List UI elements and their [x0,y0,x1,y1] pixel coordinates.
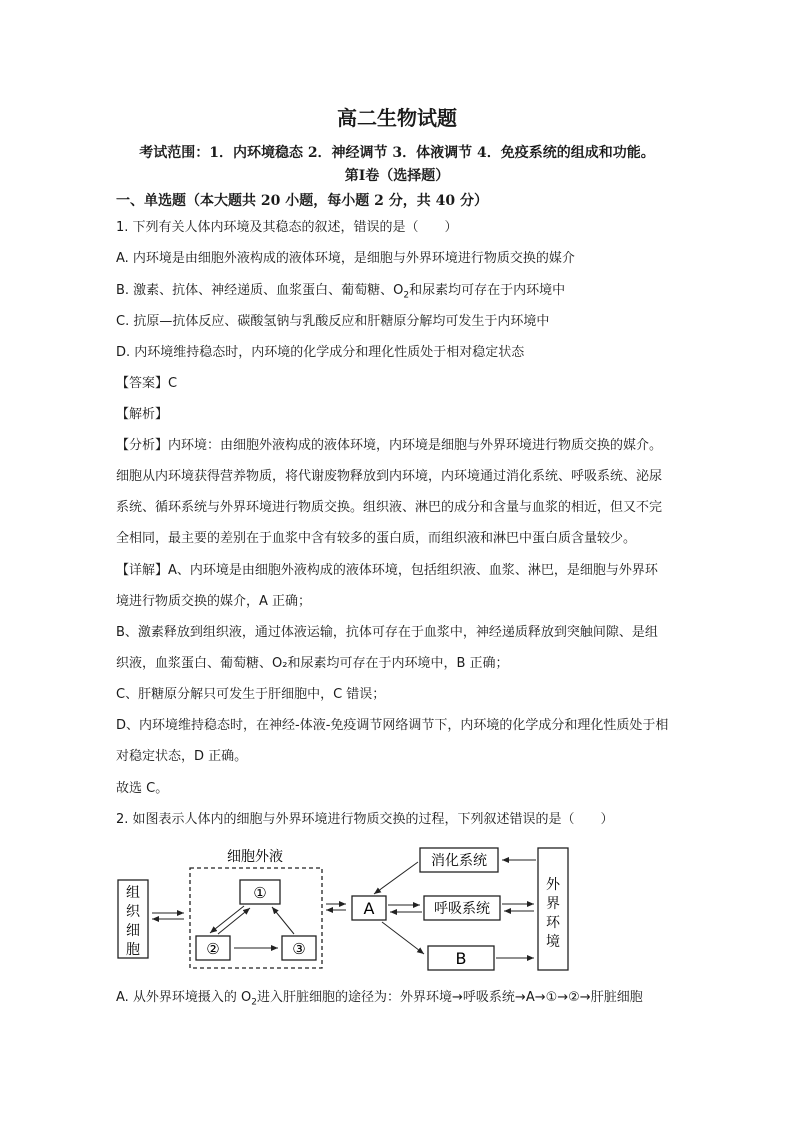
respiratory-system-label: 呼吸系统 [434,901,490,917]
q1-detail-line: C、肝糖原分解只可发生于肝细胞中，C 错误； [116,687,386,702]
external-environment-label: 界 [546,896,560,912]
node-3-label: ③ [292,940,306,958]
q1-analysis-line: 系统、循环系统与外界环境进行物质交换。组织液、淋巴的成分和含量与血浆的相近，但又不完 [116,500,663,515]
q1-option-b: B. 激素、抗体、神经递质、血浆蛋白、葡萄糖、$O_2$和尿素均可存在于内环境中 [116,283,566,301]
external-environment-label: 境 [546,934,560,950]
node-2-label: ② [206,940,220,958]
external-environment-label: 环 [546,915,560,931]
digestive-system-label: 消化系统 [431,853,487,869]
tissue-cell-label: 织 [126,904,140,920]
volume-heading: 第Ⅰ卷（选择题） [344,168,450,184]
q1-analysis-line: 细胞从内环境获得营养物质，将代谢废物释放到内环境，内环境通过消化系统、呼吸系统、泌尿 [116,469,663,484]
exchange-diagram [110,840,580,980]
q2-stem: 2. 如图表示人体内的细胞与外界环境进行物质交换的过程，下列叙述错误的是（ ） [116,812,614,827]
q1-analysis-line: 【分析】内环境：由细胞外液构成的液体环境，内环境是细胞与外界环境进行物质交换的媒介。 [116,438,663,453]
q2-option-a: A. 从外界环境摄入的 $O_2$进入肝脏细胞的途径为：外界环境→呼吸系统→A→①→②→肝脏细胞 [116,990,643,1008]
q1-analysis-line: 全相同，最主要的差别在于血浆中含有较多的蛋白质，而组织液和淋巴中蛋白质含量较少。 [116,531,637,546]
node-a-label: A [363,899,375,918]
q1-detail-line: D、内环境维持稳态时，在神经-体液-免疫调节网络调节下，内环境的化学成分和理化性质处于相 [116,718,669,733]
node-b-label: B [455,949,467,968]
q1-analysis-heading: 【解析】 [116,407,169,422]
tissue-cell-label: 细 [126,923,140,939]
tissue-cell-label: 胞 [126,942,140,958]
q1-conclusion: 故选 C。 [116,781,169,796]
q1-option-d: D. 内环境维持稳态时，内环境的化学成分和理化性质处于相对稳定状态 [116,345,525,360]
extracellular-label: 细胞外液 [227,849,283,865]
q1-detail-line: 境进行物质交换的媒介，A 正确； [116,594,312,609]
q1-stem: 1. 下列有关人体内环境及其稳态的叙述，错误的是（ ） [116,220,458,235]
external-environment-label: 外 [546,877,560,893]
node-1-label: ① [253,884,267,902]
q1-detail-line: B、激素释放到组织液，通过体液运输，抗体可存在于血浆中，神经递质释放到突触间隙、是组 [116,625,658,640]
tissue-cell-label: 组 [126,885,140,901]
q1-detail-line: 【详解】A、内环境是由细胞外液构成的液体环境，包括组织液、血浆、淋巴，是细胞与外界环 [116,563,658,578]
q1-option-c: C. 抗原—抗体反应、碳酸氢钠与乳酸反应和肝糖原分解均可发生于内环境中 [116,314,550,329]
q1-detail-line: 织液，血浆蛋白、葡萄糖、O₂和尿素均可存在于内环境中，B 正确； [116,656,509,671]
q1-detail-line: 对稳定状态，D 正确。 [116,749,248,764]
q1-option-a: A. 内环境是由细胞外液构成的液体环境，是细胞与外界环境进行物质交换的媒介 [116,251,575,266]
exam-scope: 考试范围：1．内环境稳态 2．神经调节 3．体液调节 4．免疫系统的组成和功能。 [139,145,655,161]
section-heading: 一、单选题（本大题共 20 小题，每小题 2 分，共 40 分） [116,193,488,209]
q1-answer: 【答案】C [116,376,178,391]
page-title: 高二生物试题 [337,106,457,130]
